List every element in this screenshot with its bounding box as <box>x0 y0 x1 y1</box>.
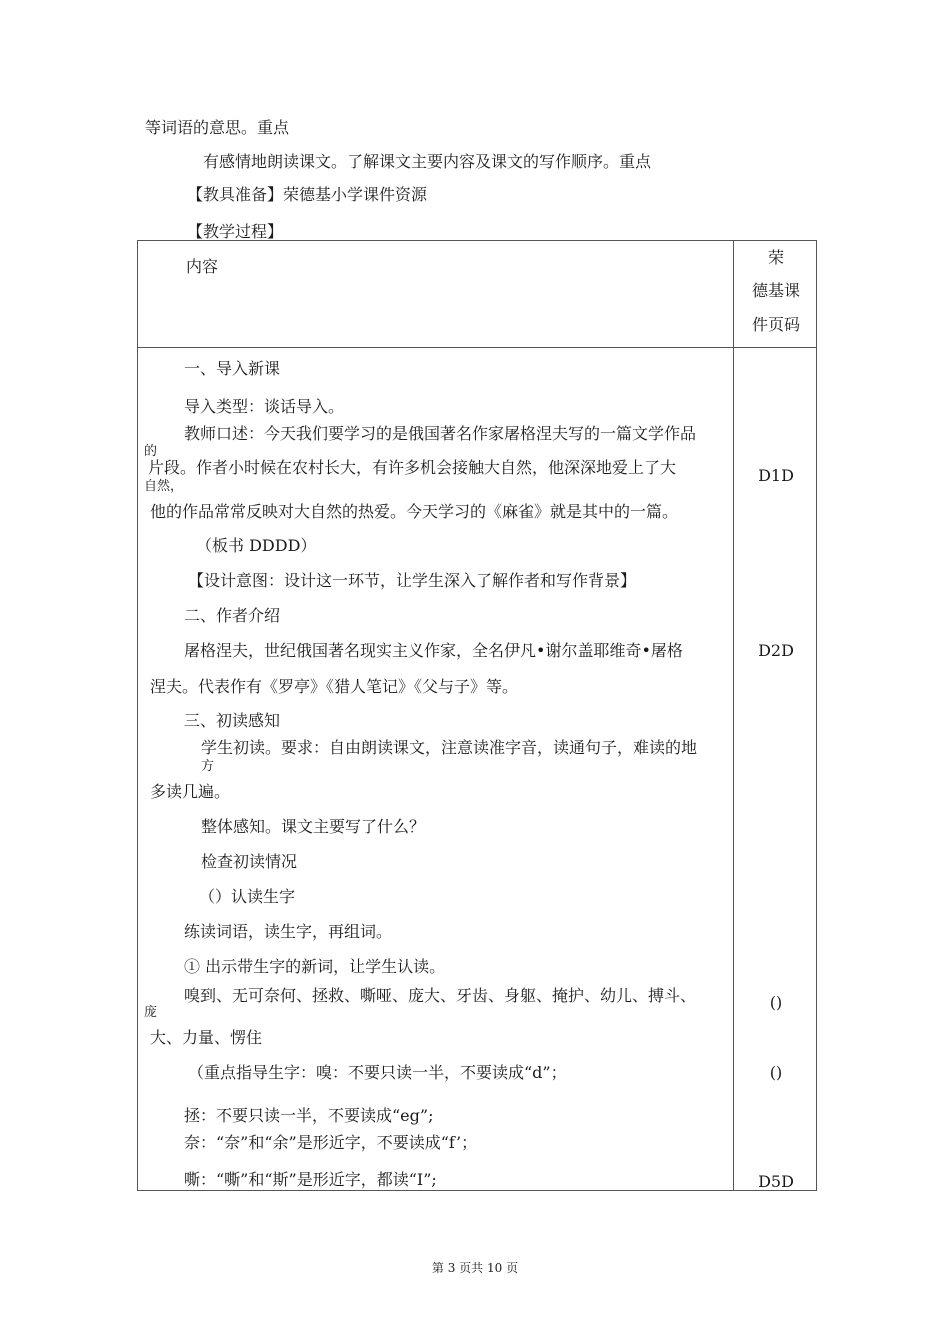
page-code-4: () <box>769 1063 783 1082</box>
section-3-sub: （）认读生字 <box>199 887 296 906</box>
section-3-check: 检查初读情况 <box>201 852 298 871</box>
section-1-design: 【设计意图：设计这一环节，让学生深入了解作者和写作背景】 <box>188 571 637 590</box>
section-3-zheng: 拯：不要只读一半，不要读成“eg”; <box>184 1106 434 1125</box>
section-1-teacher-a-wrap: 的 <box>144 444 158 459</box>
section-3-focus: （重点指导生字：嗅：不要只读一半，不要读成“d”； <box>188 1063 567 1082</box>
section-1-type: 导入类型：谈话导入。 <box>184 397 345 416</box>
section-3-title: 三、初读感知 <box>184 711 281 730</box>
section-1-title: 一、导入新课 <box>184 359 281 378</box>
header-code-2: 德基课 <box>751 281 800 300</box>
prep-text: 荣德基小学课件资源 <box>283 185 428 204</box>
page-code-2: D2D <box>758 641 794 660</box>
section-1-teacher-c: 他的作品常常反映对大自然的热爱。今天学习的《麻雀》就是其中的一篇。 <box>150 502 679 521</box>
section-3-whole: 整体感知。课文主要写了什么？ <box>201 817 426 836</box>
section-3-show: ① 出示带生字的新词，让学生认读。 <box>184 957 446 976</box>
section-3-words-a: 嗅到、无可奈何、拯救、嘶哑、庞大、牙齿、身躯、掩护、幼儿、搏斗、 <box>184 986 697 1005</box>
section-3-si: 嘶：“嘶”和“斯”是形近字，都读“I”; <box>184 1170 437 1189</box>
section-1-teacher-b-wrap: 自然， <box>144 479 184 494</box>
section-1-teacher-b: 片段。作者小时候在农村长大，有许多机会接触大自然，他深深地爱上了大 <box>148 458 677 477</box>
page-code-5: D5D <box>758 1172 794 1191</box>
section-3-nai: 奈：“奈”和“余”是形近字，不要读成“f’； <box>184 1133 478 1152</box>
page-code-1: D1D <box>758 466 794 485</box>
table-header-divider <box>137 347 817 348</box>
section-3-read-a: 学生初读。要求：自由朗读课文，注意读准字音，读通句子，难读的地 <box>201 738 698 757</box>
page-footer: 第 3 页共 10 页 <box>431 1261 519 1275</box>
section-1-board: （板书 DDDD） <box>196 536 317 555</box>
section-3-read-a-wrap: 方 <box>201 759 215 774</box>
intro-line-2: 有感情地朗读课文。了解课文主要内容及课文的写作顺序。重点 <box>203 152 652 171</box>
section-2-line-b: 涅夫。代表作有《罗亭》《猎人笔记》《父与子》等。 <box>150 677 519 696</box>
section-3-read-b: 多读几遍。 <box>150 782 231 801</box>
section-1-teacher-a: 教师口述：今天我们要学习的是俄国著名作家屠格涅夫写的一篇文学作品 <box>184 424 697 443</box>
header-code-1: 荣 <box>767 248 784 267</box>
prep-label: 【教具准备】 <box>187 185 284 204</box>
section-2-title: 二、作者介绍 <box>184 606 281 625</box>
table-column-divider <box>733 240 734 1191</box>
page-code-3: () <box>769 993 783 1012</box>
header-content: 内容 <box>186 257 219 276</box>
process-heading: 【教学过程】 <box>187 222 284 241</box>
section-3-words-b: 大、力量、愣住 <box>150 1028 263 1047</box>
section-2-line-a: 屠格涅夫，世纪俄国著名现实主义作家，全名伊凡•谢尔盖耶维奇•屠格 <box>184 641 683 660</box>
section-3-words-a-wrap: 庞 <box>144 1005 158 1020</box>
header-code-3: 件页码 <box>751 315 800 334</box>
intro-line-1: 等词语的意思。重点 <box>145 118 290 137</box>
section-3-practice: 练读词语，读生字，再组词。 <box>184 922 393 941</box>
prep-line <box>187 185 427 205</box>
